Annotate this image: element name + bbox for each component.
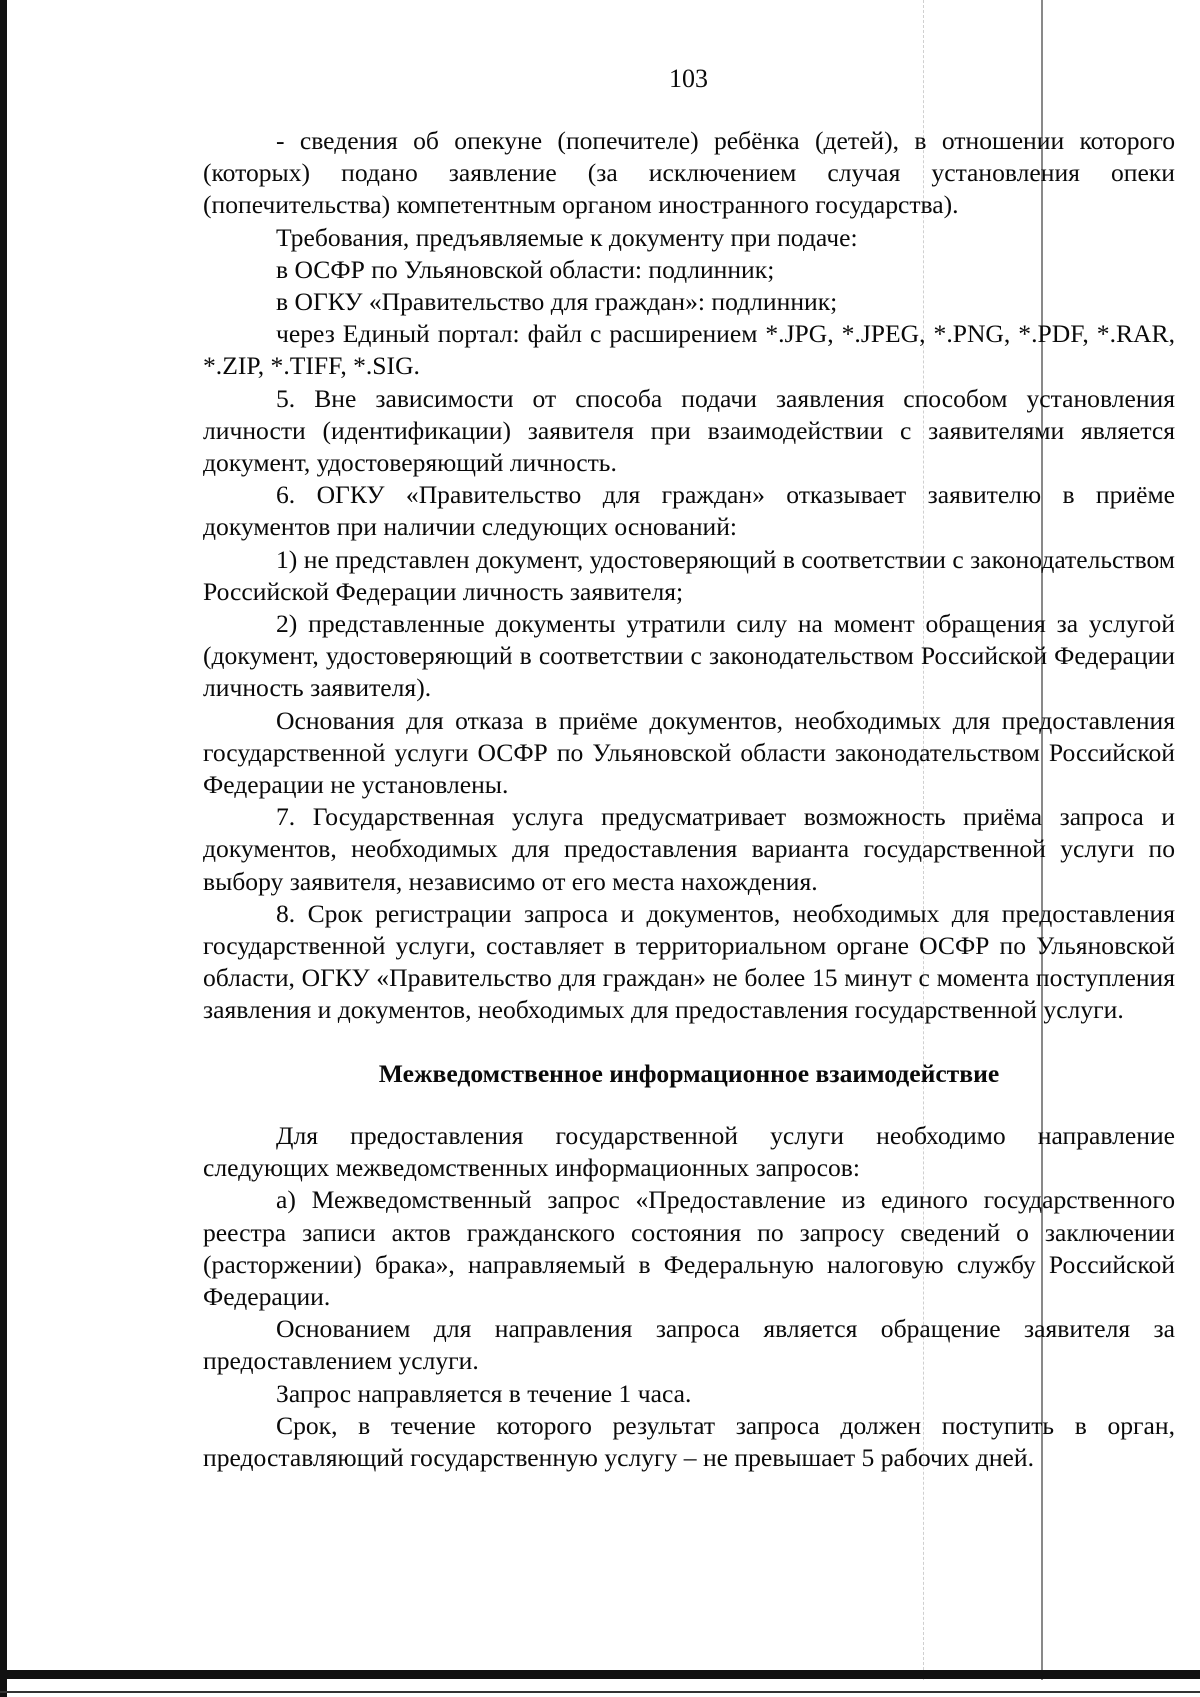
paragraph-requirements: Требования, предъявляемые к документу при подаче: bbox=[276, 222, 858, 252]
scan-left-edge bbox=[0, 0, 7, 1697]
paragraph-item-7: 7. Государственная услуга предусматривает возможность приёма запроса и документов, необходимых для предоставления варианта государственной услуги по выбору заявителя, независимо от его места нахождения. bbox=[203, 802, 1175, 896]
paragraph-interagency-intro: Для предоставления государственной услуги необходимо направление следующих межведомственных информационных запросов: bbox=[203, 1120, 1175, 1183]
paragraph-item-6-1: 1) не представлен документ, удостоверяющий в соответствии с законодательством Российской Федерации личность заявителя; bbox=[203, 544, 1175, 606]
paragraph-interagency-request-a: а) Межведомственный запрос «Предоставление из единого государственного реестра записи актов гражданского состояния по запросу сведений о заключении (расторжении) брака», направляемый в Федеральную налоговую службу Российской Федерации. bbox=[203, 1185, 1175, 1311]
section-heading: Межведомственное информационное взаимодействие bbox=[378, 1058, 1000, 1088]
paragraph-osfr-original: в ОСФР по Ульяновской области: подлинник; bbox=[276, 254, 775, 284]
paragraph-ogku-original: в ОГКУ «Правительство для граждан»: подлинник; bbox=[276, 287, 838, 317]
page-number: 103 bbox=[669, 64, 708, 93]
scan-bottom-edge-thin bbox=[0, 1691, 1200, 1693]
paragraph-request-basis: Основанием для направления запроса является обращение заявителя за предоставлением услуги. bbox=[203, 1314, 1175, 1376]
paragraph-item-5: 5. Вне зависимости от способа подачи заявления способом установления личности (идентификации) заявителя при взаимодействии с заявителями является документ, удостоверяющий личность. bbox=[203, 383, 1175, 478]
paragraph-portal-formats: через Единый портал: файл с расширением *.JPG, *.JPEG, *.PNG, *.PDF, *.RAR, *.ZIP, *.TIFF, *.SIG. bbox=[203, 319, 1175, 381]
paragraph-item-6-2: 2) представленные документы утратили силу на момент обращения за услугой (документ, удостоверяющий в соответствии с законодательством Российской Федерации личность заявителя). bbox=[203, 609, 1175, 703]
paragraph-item-8: 8. Срок регистрации запроса и документов, необходимых для предоставления государственной услуги, составляет в территориальном органе ОСФР по Ульяновской области, ОГКУ «Правительство для граждан» не более 15 минут с момента поступления заявления и документов, необходимых для предоставления государственной услуги. bbox=[203, 898, 1175, 1025]
scan-bottom-edge bbox=[0, 1670, 1200, 1679]
paragraph-guardian-info: - сведения об опекуне (попечителе) ребёнка (детей), в отношении которого (которых) подано заявление (за исключением случая установления опеки (попечительства) компетентным органом иностранного государства). bbox=[203, 126, 1175, 220]
document-body bbox=[203, 125, 1175, 1474]
paragraph-response-deadline: Срок, в течение которого результат запроса должен поступить в орган, предоставляющий государственную услугу – не превышает 5 рабочих дней. bbox=[203, 1410, 1175, 1472]
paragraph-request-timing: Запрос направляется в течение 1 часа. bbox=[276, 1378, 692, 1408]
paragraph-item-6: 6. ОГКУ «Правительство для граждан» отказывает заявителю в приёме документов при наличии следующих оснований: bbox=[203, 480, 1175, 542]
paragraph-refusal-grounds: Основания для отказа в приёме документов, необходимых для предоставления государственной услуги ОСФР по Ульяновской области законодательством Российской Федерации не установлены. bbox=[203, 705, 1175, 800]
